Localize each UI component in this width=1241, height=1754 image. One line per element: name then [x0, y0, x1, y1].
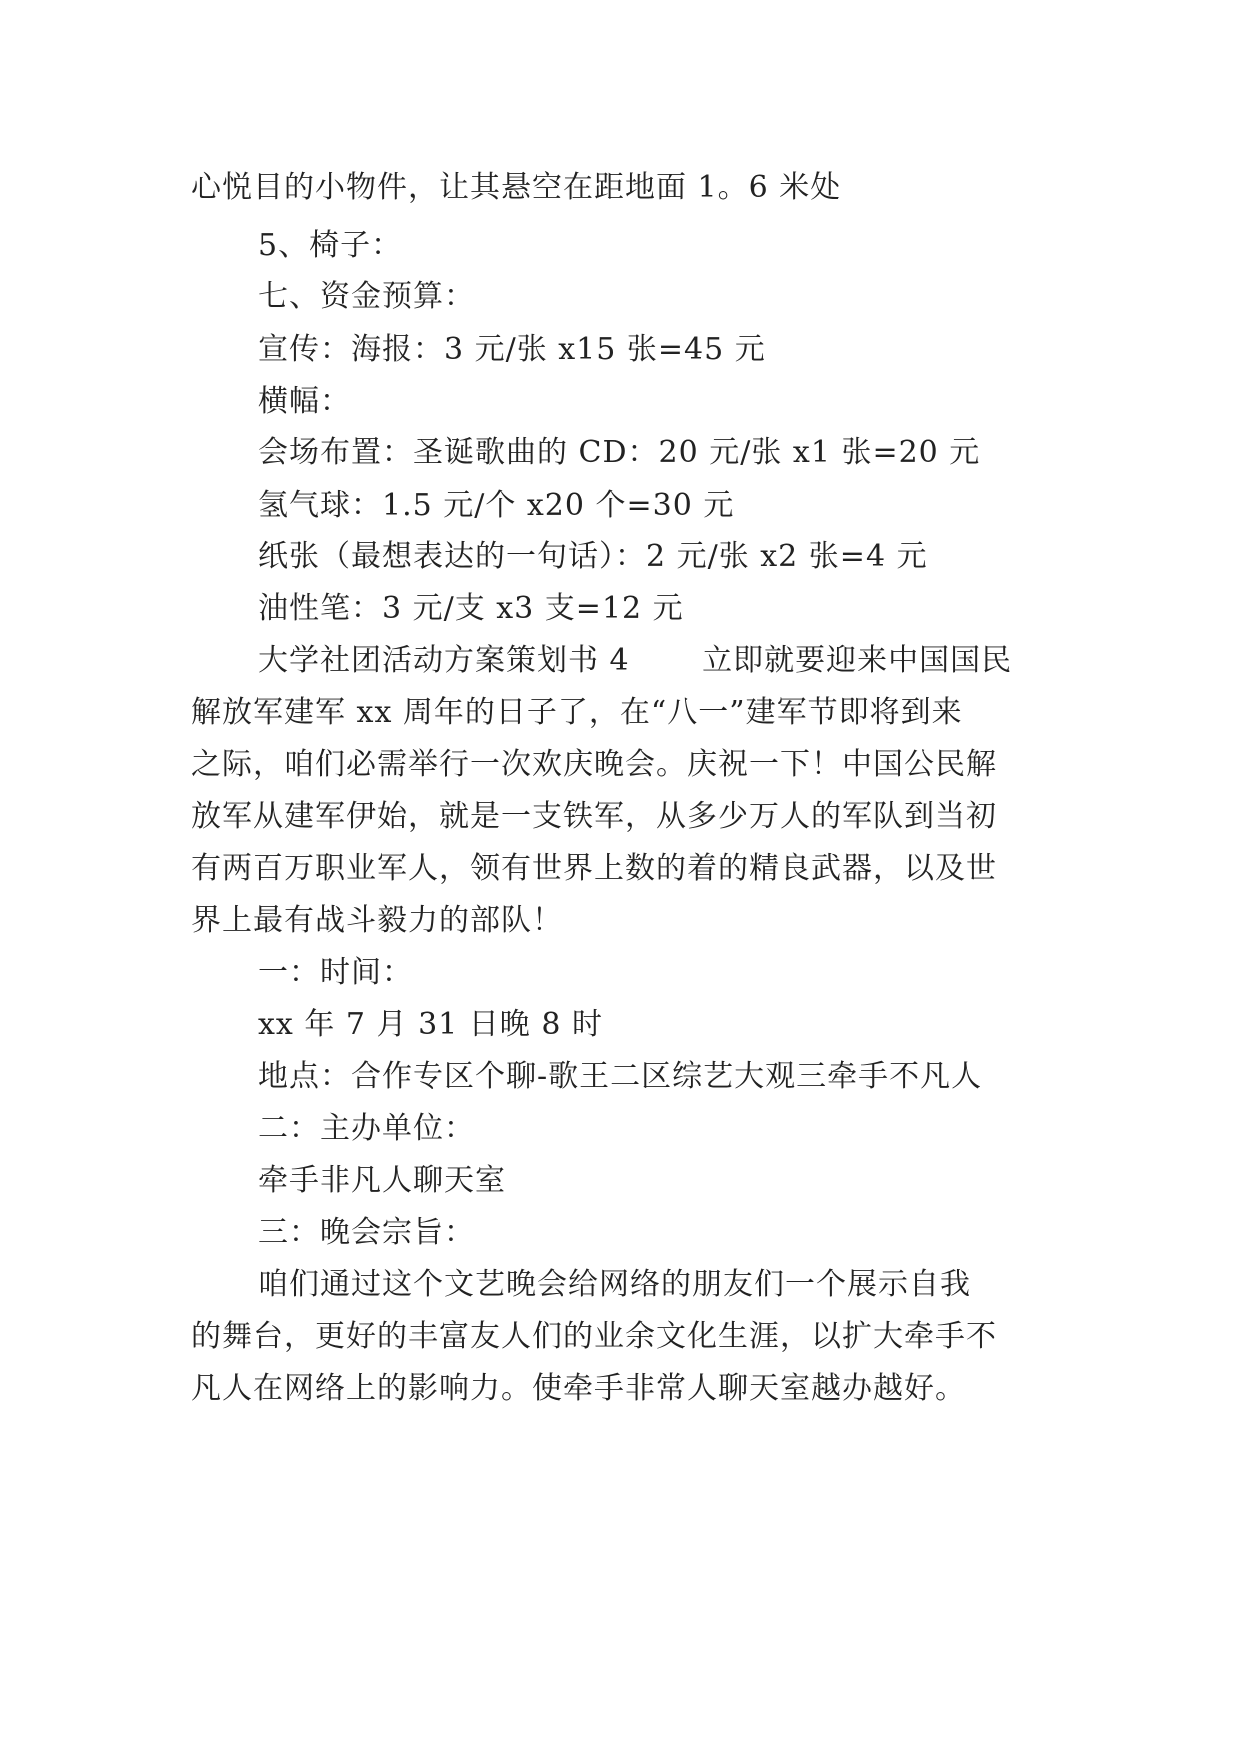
paragraph-line: 咱们通过这个文艺晚会给网络的朋友们一个展示自我	[258, 1267, 971, 1302]
paragraph-line: 放军从建军伊始，就是一支铁军，从多少万人的军队到当初	[191, 799, 997, 834]
list-item-chairs: 5、椅子：	[258, 228, 403, 263]
paragraph-line: 解放军建军 xx 周年的日子了，在“八一”建军节即将到来	[191, 695, 963, 730]
paragraph-line: 心悦目的小物件，让其悬空在距地面 1。6 米处	[191, 170, 842, 205]
section-heading-time: 一：时间：	[258, 955, 413, 990]
paragraph-line: 有两百万职业军人，领有世界上数的着的精良武器，以及世	[191, 851, 997, 886]
section-heading-organizer: 二：主办单位：	[258, 1111, 475, 1146]
budget-line-paper: 纸张（最想表达的一句话）：2 元/张 x2 张=4 元	[258, 539, 928, 574]
budget-line-balloons: 氢气球：1.5 元/个 x20 个=30 元	[258, 488, 735, 523]
event-date: xx 年 7 月 31 日晚 8 时	[258, 1007, 603, 1042]
section-heading-purpose: 三：晚会宗旨：	[258, 1215, 475, 1250]
paragraph-line: 凡人在网络上的影响力。使牵手非常人聊天室越办越好。	[191, 1371, 966, 1406]
budget-line-poster: 宣传：海报：3 元/张 x15 张=45 元	[258, 332, 766, 367]
budget-line-cd: 会场布置：圣诞歌曲的 CD：20 元/张 x1 张=20 元	[258, 435, 981, 470]
paragraph-line: 界上最有战斗毅力的部队！	[191, 903, 563, 938]
paragraph-line: 之际，咱们必需举行一次欢庆晚会。庆祝一下！中国公民解	[191, 747, 997, 782]
budget-line-banner: 横幅：	[258, 384, 351, 419]
paragraph-line: 大学社团活动方案策划书 4 立即就要迎来中国国民	[258, 643, 1013, 678]
paragraph-line: 的舞台，更好的丰富友人们的业余文化生涯，以扩大牵手不	[191, 1319, 997, 1354]
event-location: 地点：合作专区个聊-歌王二区综艺大观三牵手不凡人	[258, 1059, 983, 1094]
section-heading-budget: 七、资金预算：	[258, 279, 475, 314]
organizer-name: 牵手非凡人聊天室	[258, 1163, 506, 1198]
budget-line-markers: 油性笔：3 元/支 x3 支=12 元	[258, 591, 684, 626]
